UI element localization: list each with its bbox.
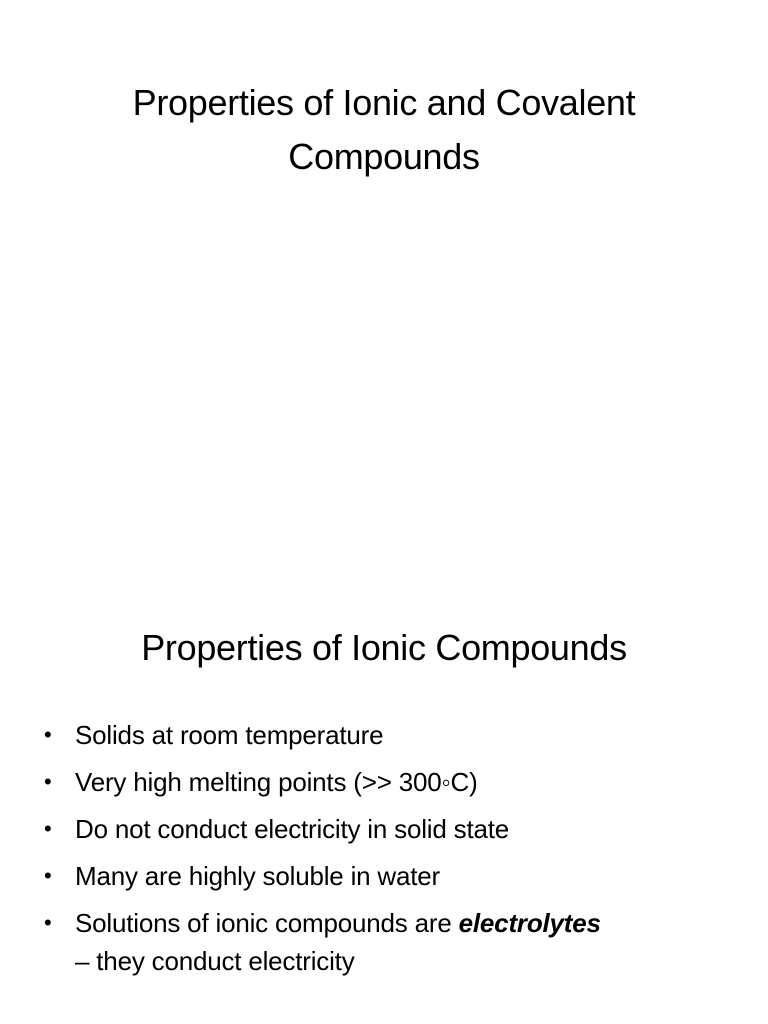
bullet-text: Very high melting points (>> 300◦C): [75, 767, 478, 797]
bullet-glyph: •: [44, 722, 52, 747]
slide-1-title: [0, 76, 768, 184]
bullet-text: Solids at room temperature: [75, 720, 384, 750]
bullet-text: Do not conduct electricity in solid state: [75, 814, 510, 844]
bullet-text: Many are highly soluble in water: [75, 861, 441, 891]
bullet-item: [44, 810, 744, 848]
slide-1-title-line-1: Properties of Ionic and Covalent: [132, 82, 636, 123]
bullet-item: [44, 716, 744, 754]
bullet-glyph: •: [44, 863, 52, 888]
bullet-item: [44, 857, 744, 895]
bullet-text-before: Solutions of ionic compounds are: [75, 908, 459, 938]
bullet-list: [44, 716, 744, 989]
slide-2-title: Properties of Ionic Compounds: [141, 627, 627, 668]
bullet-glyph: •: [44, 910, 52, 935]
slide-ionic-properties: [0, 512, 768, 1024]
bullet-item: [44, 904, 744, 980]
bullet-glyph: •: [44, 769, 52, 794]
slide-1-title-line-2: Compounds: [288, 136, 480, 177]
bullet-text-after: – they conduct electricity: [75, 946, 355, 976]
bullet-emphasis: electrolytes: [458, 908, 601, 938]
bullet-item: [44, 763, 744, 801]
bullet-glyph: •: [44, 816, 52, 841]
